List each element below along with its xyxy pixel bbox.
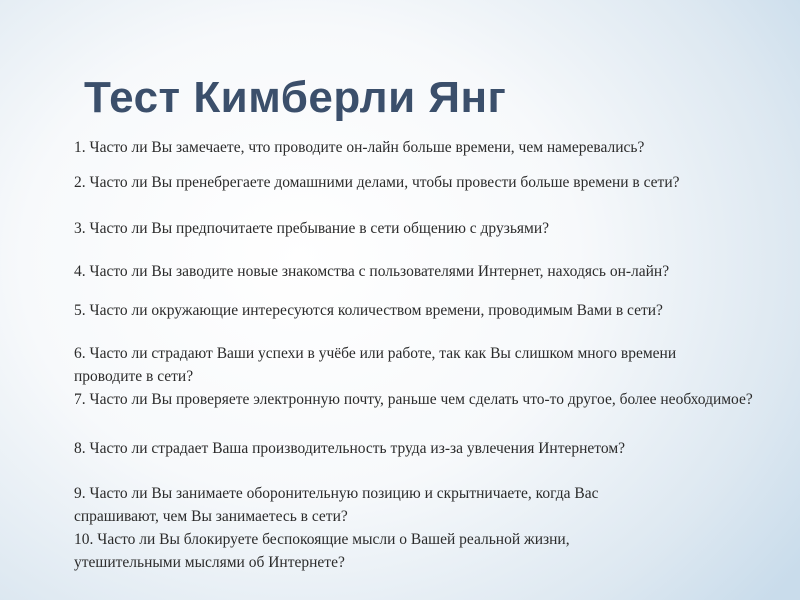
question-4: 4. Часто ли Вы заводите новые знакомства с пользователями Интернет, находясь он-лайн? — [74, 263, 670, 280]
slide-title: Тест Кимберли Янг — [84, 73, 507, 122]
question-2: 2. Часто ли Вы пренебрегаете домашними делами, чтобы провести больше времени в сети? — [74, 174, 680, 191]
question-8: 8. Часто ли страдает Ваша производительность труда из-за увлечения Интернетом? — [74, 440, 626, 457]
question-6: 6. Часто ли страдают Ваши успехи в учёбе или работе, так как Вы слишком много времени проводите в сети? — [74, 345, 677, 385]
question-9: 9. Часто ли Вы занимаете оборонительную позицию и скрытничаете, когда Вас спрашивают, чем Вы занимаетесь в сети? — [74, 485, 599, 525]
question-5: 5. Часто ли окружающие интересуются количеством времени, проводимым Вами в сети? — [74, 302, 663, 319]
question-10: 10. Часто ли Вы блокируете беспокоящие мысли о Вашей реальной жизни, утешительными мыслями об Интернете? — [74, 531, 570, 571]
question-1: 1. Часто ли Вы замечаете, что проводите он-лайн больше времени, чем намеревались? — [74, 139, 645, 156]
question-7: 7. Часто ли Вы проверяете электронную почту, раньше чем сделать что-то другое, более необходимое? — [74, 391, 753, 408]
question-3: 3. Часто ли Вы предпочитаете пребывание в сети общению с друзьями? — [74, 220, 550, 237]
